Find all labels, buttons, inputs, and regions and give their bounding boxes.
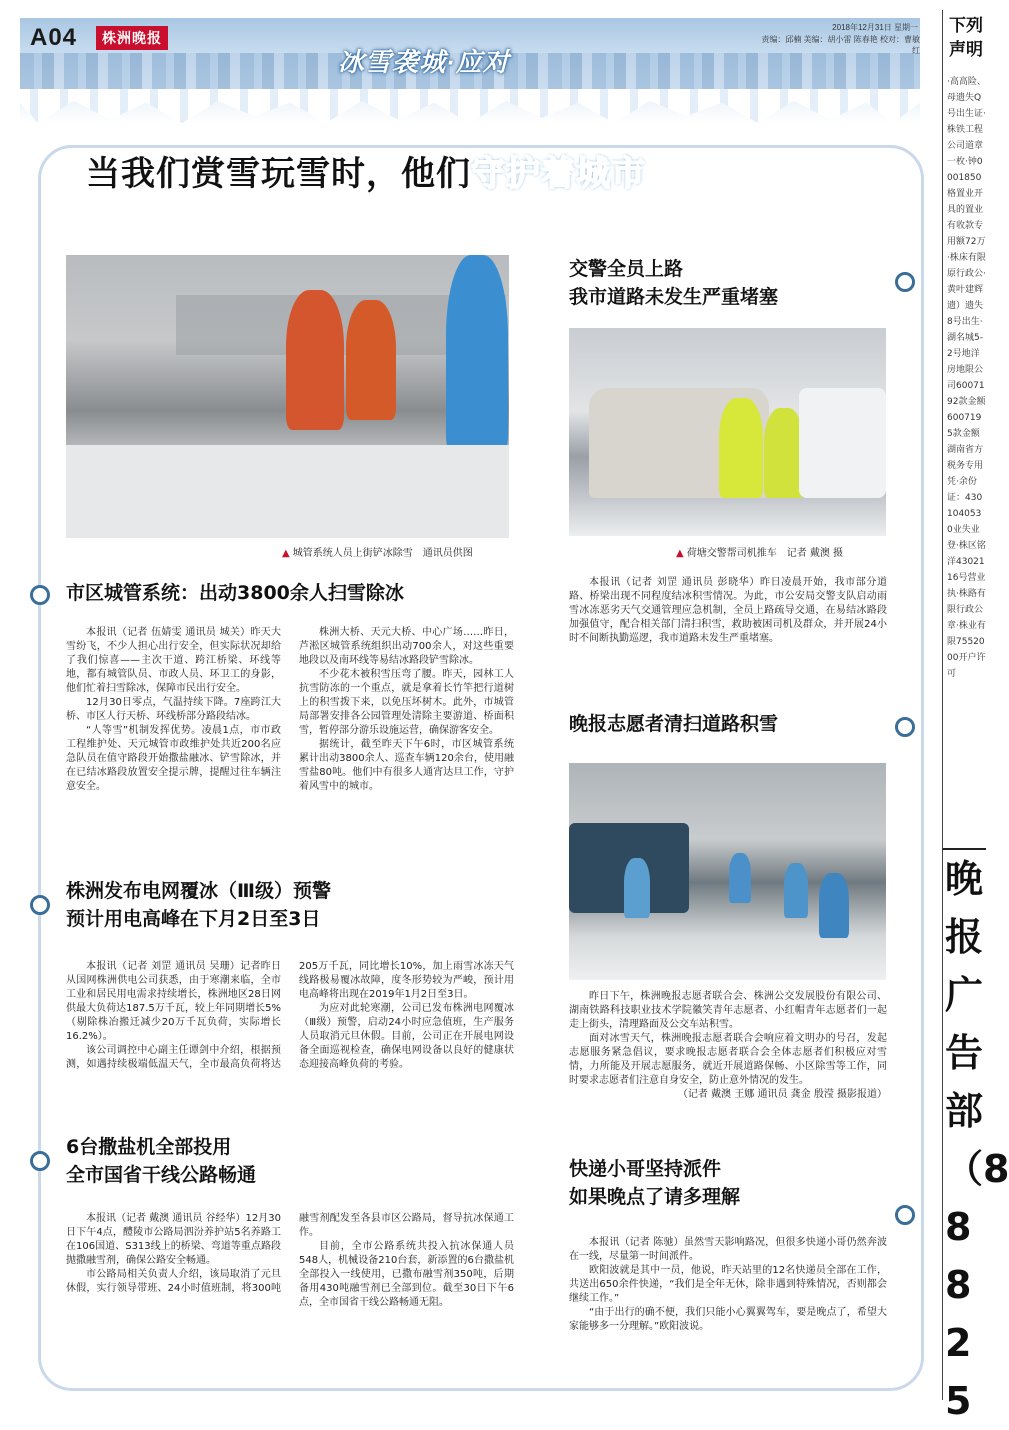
article1-bullet <box>30 585 50 605</box>
article4-bullet <box>895 272 915 292</box>
article5-title: 晚报志愿者清扫道路积雪 <box>569 713 779 735</box>
photo-police-push-car <box>569 328 886 536</box>
photo-volunteers-sweeping <box>569 763 886 980</box>
headline-part2: 守护着城市 <box>471 154 646 194</box>
photo-snow-clearing <box>66 255 509 538</box>
strip-ad-text: 晚报广告部（88825 <box>945 857 1009 1423</box>
article1-title: 市区城管系统：出动3800余人扫雪除冰 <box>66 582 404 604</box>
section-title: 冰雪袭城·应对 <box>338 47 510 77</box>
dateline: 2018年12月31日 星期一 <box>832 23 918 32</box>
headline-part1: 当我们赏雪玩雪时，他们 <box>86 154 471 194</box>
article5-body: 昨日下午，株洲晚报志愿者联合会、株洲公交发展股份有限公司、湖南铁路科技职业技术学院徽笑青年志愿者、小红帽青年志愿者们一起走上街头，清理路面及公交车站积雪。 面对冰雪天气，株洲晚报志愿者联合会响应着文明办的号召，发起志愿服务紧急倡议，要求晚报志愿者联合会全体志愿者们积极应对雪情，力所能及开展志愿服务，就近开展道路保畅、小区除雪等工作，同时要求志愿者们注意自身安全，防止意外情况的发生。 （记者 戴澳 王娜 通讯员 龚金 殷滢 摄影报道） <box>569 991 887 1100</box>
article2-title-line1: 株洲发布电网覆冰（Ⅲ级）预警 <box>66 880 331 902</box>
photo2-caption: ▲ 荷塘交警帮司机推车 记者 戴澳 摄 <box>676 548 844 559</box>
page-headline <box>86 146 646 195</box>
photo1-caption: ▲ 城管系统人员上街铲冰除雪 通讯员供图 <box>282 548 473 559</box>
article2-body: 本报讯（记者 刘罡 通讯员 吴珊）记者昨日从国网株洲供电公司获悉，由于寒潮来临，全市工业和居民用电需求持续增长，株洲地区28日网供最大负荷达187.5万千瓦，较上年同期增长5%（剔除株冶搬迁减少20万千瓦负荷，实际增长16.2%）。 该公司调控中心副主任谭剑中介绍，根据预测，如遇持续极端低温天气，全市最高负荷将达205万千瓦，同比增长10%，加上雨雪冰冻天气线路极易覆冰故障，度冬形势较为严峻，预计用电高峰将出现在2019年1月2日至3日。 为应对此轮寒潮，公司已发布株洲电网覆冰（Ⅲ级）预警，启动24小时应急值班，生产服务人员取消元旦休假。目前，公司正在开展电网设备全面巡视检查，确保电网设备以良好的健康状态迎接高峰负荷的考验。 <box>66 961 514 1070</box>
article3-title-line2: 全市国省干线公路畅通 <box>66 1164 257 1186</box>
paper-name-logo: 株洲晚报 <box>96 26 168 50</box>
page-number: A04 <box>30 24 78 51</box>
article6-bullet <box>895 1205 915 1225</box>
staff-credits: 责编：邱楠 美编：胡小雷 陈春艳 校对：曹敏红 <box>761 35 920 55</box>
article2-title-line2: 预计用电高峰在下月2日至3日 <box>66 908 321 930</box>
article6-body: 本报讯（记者 陈驰）虽然雪天影响路况，但很多快递小哥仍然奔波在一线，尽量第一时间派件。 欧阳波就是其中一员，他说，昨天站里的12名快递员全部在工作，共送出650余件快递，“我们是全年无休，除非遇到特殊情况，否则都会继续工作。” “由于出行的确不便，我们只能小心翼翼驾车，要是晚点了，希望大家能够多一分理解。”欧阳波说。 <box>569 1237 887 1332</box>
article4-title-line1: 交警全员上路 <box>569 258 684 280</box>
article1-body: 本报讯（记者 伍婧雯 通讯员 城关）昨天大雪纷飞，不少人担心出行安全，但实际状况却给了我们惊喜——主次干道、跨江桥梁、环线等地，都有城管队员、市政人员、环卫工的身影，他们忙着扫雪除冰，保障市民出行安全。 12月30日零点，气温持续下降。7座跨江大桥、市区人行天桥、环线桥部分路段结冰。 “人等雪”机制发挥优势。凌晨1点，市市政工程维护处、天元城管市政维护处共近200名应急队员在值守路段开始撒盐融冰、铲雪除冰，并在已结冰路段放置安全提示牌，提醒过往车辆注意安全。 株洲大桥、天元大桥、中心广场……昨日，芦淞区城管系统组织出动700余人，对这些重要地段以及南环线等易结冰路段铲雪除冰。 不少花木被积雪压弯了腰。昨天，园林工人抗雪防冻的一个重点，就是拿着长竹竿把行道树上的积雪拨下来，以免压坏树木。此外，市城管局部署安排各公园管理处清除主要游道、桥面积雪，暂停部分游乐设施运营，确保游客安全。 据统计，截至昨天下午6时，市区城管系统累计出动3800余人、巡查车辆120余台，使用融雪盐80吨。他们中有很多人通宵达旦工作，守护着风雪中的城市。 <box>66 627 514 792</box>
banner-icicles <box>20 89 920 123</box>
article6-title-line1: 快递小哥坚持派件 <box>569 1158 722 1180</box>
strip-notice-fragments: ·高高险、母遗失Q号出生证·株铁工程公司道章一枚·钟0001850格置业开具的置业有收款专用额72万·株床有限原行政公·黄叶建辉遗）遗失8号出生·湖名城5-2号地洋房地限公司6007192款金额6007195款金额湖南省方税务专用凭·余份证：4301040530业失业登·株区铭洋4302116号营业执·株路有限行政公章·株业有限7552000开户许可 <box>947 77 986 679</box>
article3-title-line1: 6台撒盐机全部投用 <box>66 1136 232 1158</box>
article6-title-line2: 如果晚点了请多理解 <box>569 1186 741 1208</box>
article3-body: 本报讯（记者 戴澳 通讯员 谷经华）12月30日下午4点，醴陵市公路局泗汾养护站5名养路工在106国道、S313线上的桥梁、弯道等重点路段抛撒融雪剂，确保公路安全畅通。 市公路局相关负责人介绍，该局取消了元旦休假，实行领导带班、24小时值班制，将300吨融雪剂配发至各县市区公路局，督导抗冰保通工作。 目前，全市公路系统共投入抗冰保通人员548人，机械设备210台套，新添置的6台撒盐机全部投入一线使用，已撒布融雪剂350吨，后期备用430吨融雪剂已全部到位。截至30日下午6点，全市国省干线公路畅通无阻。 <box>66 1213 514 1308</box>
article4-body: 本报讯（记者 刘罡 通讯员 彭晓华）昨日凌晨开始，我市部分道路、桥梁出现不同程度结冰积雪情况。为此，市公安局交警支队启动雨雪冰冻恶劣天气交通管理应急机制，全员上路疏导交通，在易结冰路段加强值守，配合相关部门清扫积雪，救助被困司机及群众，并开展24小时不间断执勤巡逻，我市道路未发生严重堵塞。 <box>569 577 887 644</box>
article3-bullet <box>30 1151 50 1171</box>
article5-bullet <box>895 717 915 737</box>
strip-notice-title: 下列声明 <box>949 16 983 60</box>
adjacent-page-strip <box>942 10 1009 1423</box>
article2-bullet <box>30 895 50 915</box>
article4-title-line2: 我市道路未发生严重堵塞 <box>569 286 779 308</box>
